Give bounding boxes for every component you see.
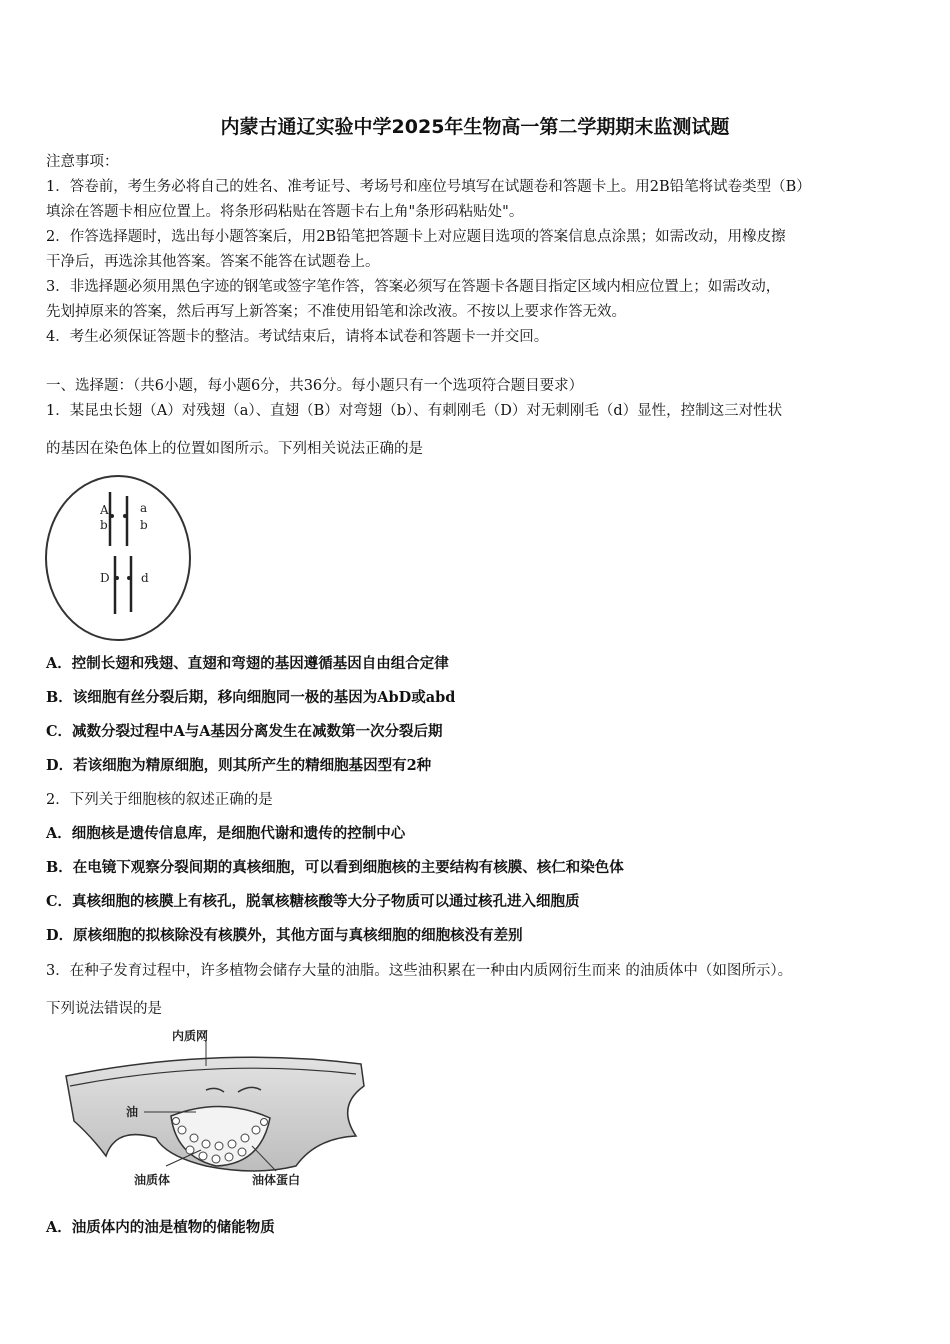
question-2-option-b[interactable]: B．在电镜下观察分裂间期的真核细胞，可以看到细胞核的主要结构有核膜、核仁和染色体 bbox=[46, 859, 624, 876]
notice-line: 2．作答选择题时，选出每小题答案后，用2B铅笔把答题卡上对应题目选项的答案信息点涂黑；如需改动，用橡皮擦 bbox=[46, 229, 786, 245]
notice-line: 3．非选择题必须用黑色字迹的钢笔或签字笔作答，答案必须写在答题卡各题目指定区域内相应位置上；如需改动， bbox=[46, 279, 781, 295]
question-1-option-c[interactable]: C．减数分裂过程中A与A基因分离发生在减数第一次分裂后期 bbox=[46, 723, 443, 740]
question-3-stem: 3．在种子发育过程中，许多植物会储存大量的油脂。这些油积累在一种由内质网衍生而来 的油质体中（如图所示）。 bbox=[46, 963, 793, 979]
notice-line: 填涂在答题卡相应位置上。将条形码粘贴在答题卡右上角"条形码粘贴处"。 bbox=[46, 204, 524, 220]
oil-body-diagram bbox=[56, 1026, 376, 1196]
label-oil: 油 bbox=[126, 1105, 139, 1119]
gene-label-b-right: b bbox=[140, 518, 148, 532]
question-2-option-a[interactable]: A．细胞核是遗传信息库，是细胞代谢和遗传的控制中心 bbox=[46, 825, 406, 842]
gene-label-a: a bbox=[140, 501, 148, 515]
centromere bbox=[127, 576, 131, 580]
question-1-option-d[interactable]: D．若该细胞为精原细胞，则其所产生的精细胞基因型有2种 bbox=[46, 757, 432, 774]
label-oil-body-protein: 油体蛋白 bbox=[252, 1173, 301, 1187]
centromere bbox=[123, 514, 127, 518]
question-2-option-c[interactable]: C．真核细胞的核膜上有核孔，脱氧核糖核酸等大分子物质可以通过核孔进入细胞质 bbox=[46, 893, 580, 910]
centromere bbox=[110, 514, 114, 518]
gene-label-b-left: b bbox=[100, 518, 108, 532]
question-3-stem-cont: 下列说法错误的是 bbox=[46, 1001, 162, 1017]
question-1-option-a[interactable]: A．控制长翅和残翅、直翅和弯翅的基因遵循基因自由组合定律 bbox=[46, 655, 449, 672]
chromosome-diagram bbox=[44, 474, 194, 644]
question-3-option-a[interactable]: A．油质体内的油是植物的储能物质 bbox=[46, 1219, 275, 1236]
notice-line: 4．考生必须保证答题卡的整洁。考试结束后，请将本试卷和答题卡一并交回。 bbox=[46, 329, 549, 345]
question-2-option-d[interactable]: D．原核细胞的拟核除没有核膜外，其他方面与真核细胞的细胞核没有差别 bbox=[46, 927, 523, 944]
label-er: 内质网 bbox=[172, 1029, 209, 1043]
centromere bbox=[115, 576, 119, 580]
notice-line: 干净后，再选涂其他答案。答案不能答在试题卷上。 bbox=[46, 254, 380, 270]
notice-heading: 注意事项： bbox=[46, 154, 119, 170]
question-2-stem: 2．下列关于细胞核的叙述正确的是 bbox=[46, 792, 273, 808]
question-1-stem-cont: 的基因在染色体上的位置如图所示。下列相关说法正确的是 bbox=[46, 441, 423, 457]
notice-line: 先划掉原来的答案，然后再写上新答案；不准使用铅笔和涂改液。不按以上要求作答无效。 bbox=[46, 304, 626, 320]
notice-line: 1．答卷前，考生务必将自己的姓名、准考证号、考场号和座位号填写在试题卷和答题卡上。用2B铅笔将试卷类型（B） bbox=[46, 179, 811, 195]
gene-label-D: D bbox=[100, 571, 110, 585]
question-1-stem: 1．某昆虫长翅（A）对残翅（a）、直翅（B）对弯翅（b）、有刺刚毛（D）对无刺刚毛（d）显性，控制这三对性状 bbox=[46, 403, 783, 419]
label-oil-body: 油质体 bbox=[134, 1173, 171, 1187]
gene-label-d: d bbox=[141, 571, 149, 585]
cell-outline bbox=[46, 476, 190, 640]
exam-title: 内蒙古通辽实验中学2025年生物高一第二学期期末监测试题 bbox=[220, 116, 730, 138]
question-1-option-b[interactable]: B．该细胞有丝分裂后期，移向细胞同一极的基因为AbD或abd bbox=[46, 689, 456, 706]
section-heading: 一、选择题：（共6小题，每小题6分，共36分。每小题只有一个选项符合题目要求） bbox=[46, 378, 584, 394]
gene-label-A: A bbox=[100, 503, 109, 517]
